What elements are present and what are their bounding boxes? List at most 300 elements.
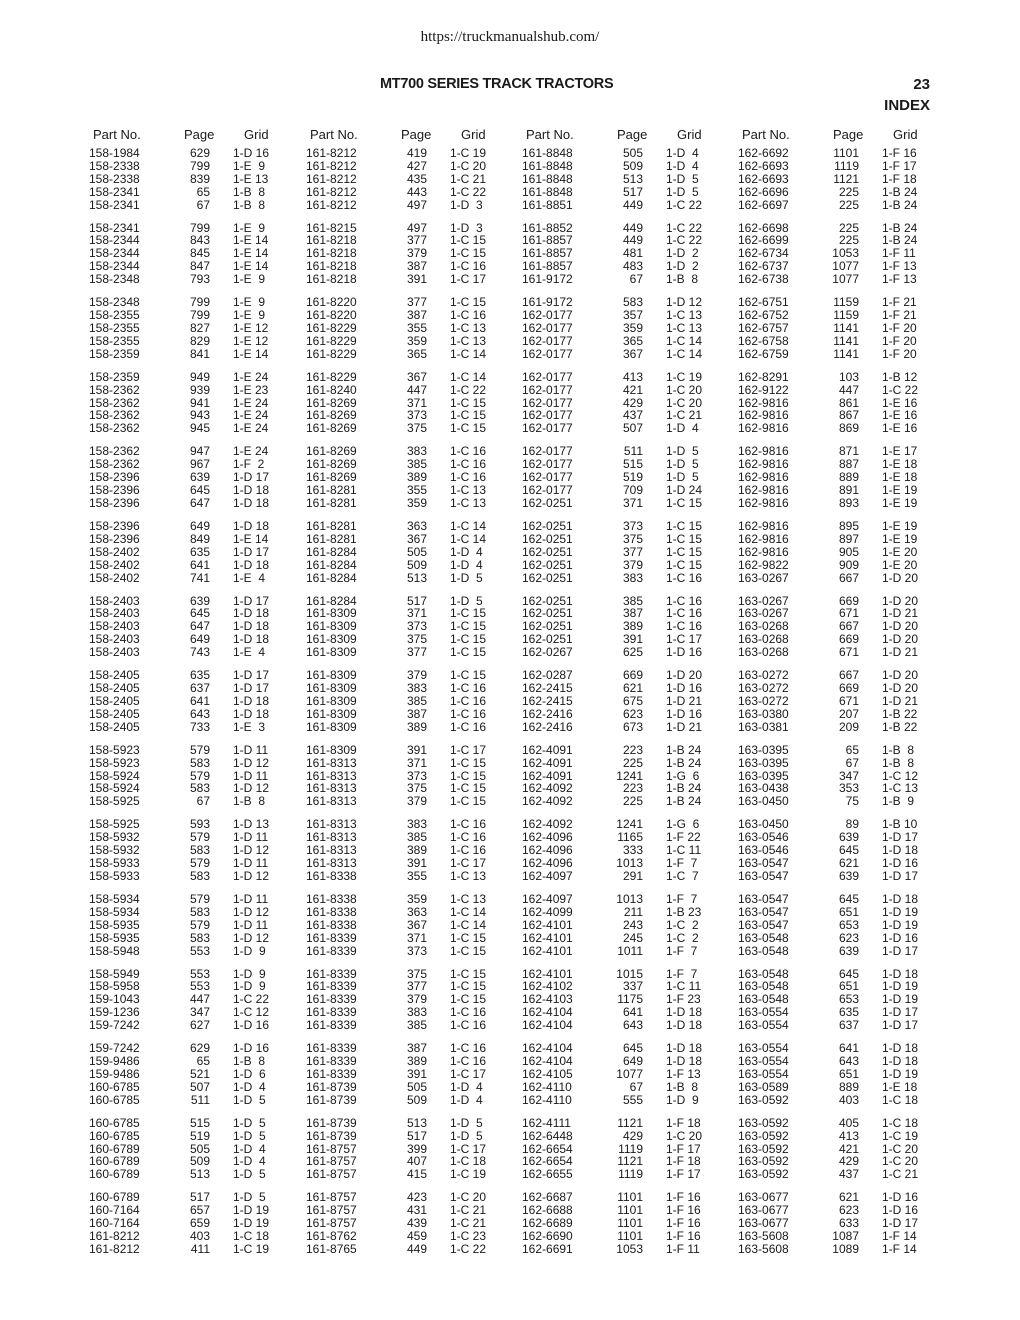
part-number: 161-8338 [306,917,357,932]
page-ref: 623 [622,706,643,721]
page-ref: 415 [406,1167,427,1182]
grid-ref: 1-D 12 [666,295,703,310]
page-ref: 383 [406,817,427,832]
part-number: 162-4091 [522,742,573,757]
part-number: 159-1043 [89,992,140,1007]
page-ref: 1087 [832,1228,859,1243]
table-row [306,757,546,770]
page-ref: 741 [189,570,210,585]
grid-ref: 1-D 5 [233,1092,266,1107]
grid-ref: 1-D 20 [882,570,919,585]
part-number: 162-4092 [522,817,573,832]
row-group [522,1117,762,1192]
page-ref: 513 [189,1167,210,1182]
index-column [738,127,978,1256]
page-ref: 367 [406,369,427,384]
table-row [738,919,978,932]
part-no-header: Part No. [93,127,141,142]
part-number: 163-0268 [738,619,789,634]
part-number: 158-5935 [89,917,140,932]
page-ref: 671 [838,645,859,660]
grid-ref: 1-D 4 [450,557,483,572]
page-ref: 579 [189,917,210,932]
page-ref: 621 [838,1190,859,1205]
part-number: 160-6789 [89,1141,140,1156]
page-ref: 403 [838,1092,859,1107]
page-ref: 653 [838,992,859,1007]
part-number: 162-0177 [522,395,573,410]
part-number: 162-4097 [522,868,573,883]
part-number: 161-8313 [306,843,357,858]
table-row [306,1117,546,1130]
part-number: 162-4105 [522,1066,573,1081]
page-ref: 373 [406,943,427,958]
part-number: 162-9816 [738,518,789,533]
row-group [89,1042,329,1117]
grid-ref: 1-B 23 [666,904,702,919]
part-number: 162-0177 [522,444,573,459]
part-number: 162-8291 [738,369,789,384]
page-ref: 371 [406,606,427,621]
part-number: 161-8757 [306,1216,357,1231]
part-number: 158-2396 [89,483,140,498]
part-number: 158-5948 [89,943,140,958]
page-ref: 391 [622,632,643,647]
grid-ref: 1-D 19 [882,992,919,1007]
grid-ref: 1-C 15 [450,421,487,436]
page-ref: 391 [406,272,427,287]
page-ref: 437 [622,408,643,423]
page-ref: 1077 [616,1066,643,1081]
page-ref: 385 [622,593,643,608]
page-ref: 225 [838,220,859,235]
page-ref: 355 [406,483,427,498]
table-row [89,1168,329,1181]
table-row [306,497,546,510]
row-group [738,296,978,371]
row-group [738,1191,978,1266]
table-row [89,708,329,721]
table-row [738,147,978,160]
grid-ref: 1-D 21 [882,693,919,708]
grid-ref: 1-D 17 [882,943,919,958]
grid-ref: 1-C 16 [450,830,487,845]
part-number: 162-9816 [738,544,789,559]
grid-ref: 1-E 12 [233,333,269,348]
row-group [522,893,762,968]
grid-ref: 1-D 24 [666,483,703,498]
part-number: 162-6752 [738,308,789,323]
part-number: 162-9816 [738,421,789,436]
page-ref: 909 [838,557,859,572]
grid-ref: 1-C 16 [450,706,487,721]
grid-ref: 1-E 13 [233,171,269,186]
part-number: 158-5933 [89,868,140,883]
table-row [522,1055,762,1068]
grid-ref: 1-C 13 [450,483,487,498]
page-ref: 413 [838,1128,859,1143]
page-ref: 1101 [617,1228,643,1243]
table-row [89,533,329,546]
grid-ref: 1-D 18 [882,891,919,906]
page-ref: 439 [406,1216,427,1231]
grid-ref: 1-D 16 [882,930,919,945]
part-number: 162-9816 [738,483,789,498]
part-number: 161-8269 [306,470,357,485]
part-number: 161-8220 [306,308,357,323]
grid-ref: 1-C 20 [882,1141,919,1156]
part-number: 158-2405 [89,706,140,721]
part-number: 163-0546 [738,843,789,858]
page-ref: 509 [406,1092,427,1107]
page-ref: 371 [406,395,427,410]
table-row [306,1068,546,1081]
part-number: 162-9816 [738,531,789,546]
part-number: 158-2362 [89,395,140,410]
part-number: 162-0267 [522,645,573,660]
page-ref: 623 [838,1203,859,1218]
table-row [89,546,329,559]
part-number: 159-1236 [89,1005,140,1020]
part-number: 162-0177 [522,346,573,361]
page-ref: 379 [406,992,427,1007]
part-number: 162-4097 [522,891,573,906]
row-group [522,222,762,297]
grid-ref: 1-C 7 [666,868,699,883]
grid-ref: 1-C 16 [450,1018,487,1033]
part-number: 163-0548 [738,943,789,958]
grid-ref: 1-C 15 [666,495,703,510]
table-row [306,572,546,585]
part-number: 162-6759 [738,346,789,361]
page-header: Page [184,127,215,142]
document-title: MT700 SERIES TRACK TRACTORS [380,76,614,92]
page-ref: 673 [622,719,643,734]
page-ref: 383 [406,1005,427,1020]
grid-ref: 1-C 14 [666,333,703,348]
table-row [306,533,546,546]
row-group [89,1191,329,1266]
part-number: 161-8313 [306,856,357,871]
part-number: 161-8284 [306,544,357,559]
row-group [89,296,329,371]
grid-ref: 1-F 14 [882,1241,917,1256]
grid-ref: 1-C 17 [450,856,487,871]
grid-ref: 1-C 21 [666,408,703,423]
part-number: 161-8212 [89,1241,140,1256]
part-number: 161-8269 [306,408,357,423]
page-ref: 637 [189,681,210,696]
part-number: 163-0272 [738,693,789,708]
part-number: 163-0395 [738,768,789,783]
part-number: 162-0251 [522,544,573,559]
grid-ref: 1-C 18 [233,1228,270,1243]
part-number: 161-8851 [522,197,573,212]
grid-ref: 1-C 22 [666,233,703,248]
page-ref: 553 [189,966,210,981]
page-ref: 517 [622,184,643,199]
part-number: 161-8339 [306,1041,357,1056]
row-group [306,222,546,297]
grid-header: Grid [244,127,269,142]
page-ref: 649 [622,1054,643,1069]
page-header: Page [833,127,864,142]
row-group [306,595,546,670]
part-number: 163-0554 [738,1041,789,1056]
row-group [89,968,329,1043]
grid-ref: 1-D 5 [450,593,483,608]
table-row [522,757,762,770]
part-number: 162-0287 [522,668,573,683]
page-ref: 413 [622,369,643,384]
row-group [89,1117,329,1192]
page-ref: 1053 [832,246,859,261]
grid-ref: 1-C 22 [666,220,703,235]
page-ref: 659 [189,1216,210,1231]
part-number: 158-2338 [89,171,140,186]
table-row [738,322,978,335]
grid-ref: 1-D 18 [233,606,270,621]
row-group [89,595,329,670]
grid-header: Grid [677,127,702,142]
page-ref: 347 [838,768,859,783]
part-number: 161-8281 [306,531,357,546]
grid-ref: 1-C 15 [450,295,487,310]
part-number: 158-1984 [89,146,140,160]
grid-ref: 1-C 13 [450,495,487,510]
part-number: 162-4103 [522,992,573,1007]
page-ref: 641 [838,1041,859,1056]
part-number: 158-2341 [89,220,140,235]
grid-ref: 1-C 17 [450,742,487,757]
page-ref: 507 [622,421,643,436]
grid-ref: 1-C 13 [450,868,487,883]
part-number: 161-8240 [306,382,357,397]
grid-ref: 1-D 12 [233,843,270,858]
table-row [306,721,546,734]
row-group [89,744,329,819]
page-ref: 1119 [618,1167,643,1182]
grid-ref: 1-D 19 [233,1203,270,1218]
page-ref: 371 [406,755,427,770]
table-row [738,1081,978,1094]
table-row [306,870,546,883]
page-ref: 623 [838,930,859,945]
part-number: 161-8212 [306,171,357,186]
grid-ref: 1-F 16 [666,1228,701,1243]
grid-ref: 1-E 14 [233,259,269,274]
part-number: 161-8338 [306,904,357,919]
part-number: 161-8309 [306,742,357,757]
part-number: 158-2344 [89,246,140,261]
table-row [89,945,329,958]
page-ref: 391 [406,742,427,757]
page-ref: 379 [406,794,427,809]
part-number: 161-8857 [522,246,573,261]
table-row [738,497,978,510]
part-number: 158-5925 [89,794,140,809]
page-ref: 1241 [616,768,643,783]
grid-ref: 1-D 18 [882,966,919,981]
page-ref: 621 [838,856,859,871]
grid-ref: 1-D 4 [666,421,699,436]
part-number: 161-8313 [306,768,357,783]
row-group [738,520,978,595]
part-number: 163-0592 [738,1141,789,1156]
row-group [306,296,546,371]
part-number: 163-0438 [738,781,789,796]
grid-ref: 1-E 14 [233,531,269,546]
page-ref: 743 [189,645,210,660]
page-ref: 671 [838,693,859,708]
grid-ref: 1-C 16 [666,570,703,585]
part-number: 161-8339 [306,1018,357,1033]
table-row [738,160,978,173]
table-row [306,186,546,199]
page-ref: 667 [838,619,859,634]
grid-ref: 1-B 8 [882,755,915,770]
part-number: 163-0450 [738,817,789,832]
table-row [306,708,546,721]
table-row [306,919,546,932]
grid-ref: 1-D 2 [666,246,699,261]
page-ref: 357 [622,308,643,323]
part-number: 162-6699 [738,233,789,248]
table-row [522,695,762,708]
table-row [89,199,329,212]
table-row [738,572,978,585]
part-number: 162-4104 [522,1005,573,1020]
table-row [306,795,546,808]
grid-ref: 1-C 15 [666,518,703,533]
grid-ref: 1-C 22 [882,382,919,397]
page-ref: 1141 [833,346,859,361]
page-ref: 225 [838,197,859,212]
grid-ref: 1-C 19 [882,1128,919,1143]
grid-ref: 1-C 15 [450,619,487,634]
grid-ref: 1-C 21 [450,1216,487,1231]
table-row [738,384,978,397]
part-number: 161-8220 [306,295,357,310]
page-ref: 669 [622,668,643,683]
page-ref: 505 [406,1079,427,1094]
page-ref: 553 [189,979,210,994]
part-number: 161-8313 [306,817,357,832]
page-ref: 407 [406,1154,427,1169]
part-number: 162-0177 [522,408,573,423]
grid-ref: 1-C 2 [666,917,699,932]
part-number: 162-0177 [522,457,573,472]
page-ref: 1101 [617,1216,643,1231]
page-ref: 635 [838,1005,859,1020]
table-row [89,173,329,186]
table-row [522,422,762,435]
part-number: 162-6654 [522,1154,573,1169]
part-number: 158-5924 [89,768,140,783]
page-ref: 709 [622,483,643,498]
table-row [89,695,329,708]
page-ref: 1101 [617,1203,643,1218]
grid-ref: 1-C 22 [450,382,487,397]
table-row [522,708,762,721]
page-ref: 579 [189,768,210,783]
grid-ref: 1-D 5 [233,1115,266,1130]
page-ref: 889 [838,470,859,485]
table-row [306,322,546,335]
page-ref: 1077 [832,272,859,287]
grid-ref: 1-B 24 [882,220,918,235]
row-group [522,669,762,744]
table-row [89,384,329,397]
page-ref: 645 [838,966,859,981]
part-number: 161-8339 [306,1066,357,1081]
part-number: 162-0251 [522,518,573,533]
grid-ref: 1-D 20 [882,681,919,696]
page-ref: 67 [845,755,859,770]
table-row [522,186,762,199]
page-ref: 399 [406,1141,427,1156]
table-row [89,1117,329,1130]
page-ref: 799 [189,158,210,173]
grid-ref: 1-C 14 [450,369,487,384]
page-ref: 641 [622,1005,643,1020]
table-row [522,682,762,695]
grid-ref: 1-D 16 [233,1018,270,1033]
part-number: 162-4091 [522,768,573,783]
grid-ref: 1-D 4 [233,1079,266,1094]
grid-ref: 1-C 20 [450,158,487,173]
part-number: 162-6689 [522,1216,573,1231]
page-ref: 225 [622,755,643,770]
grid-ref: 1-D 9 [233,966,266,981]
grid-ref: 1-C 18 [882,1092,919,1107]
grid-ref: 1-E 14 [233,246,269,261]
grid-ref: 1-F 20 [882,320,917,335]
grid-ref: 1-C 13 [666,320,703,335]
part-no-header: Part No. [526,127,574,142]
page-ref: 829 [189,333,210,348]
grid-ref: 1-C 12 [233,1005,270,1020]
page-ref: 483 [622,259,643,274]
page-ref: 629 [189,1041,210,1056]
table-row [738,1068,978,1081]
page-ref: 507 [189,1079,210,1094]
table-row [522,322,762,335]
part-number: 162-6692 [738,146,789,160]
grid-ref: 1-D 16 [233,1041,270,1056]
part-number: 158-2348 [89,272,140,287]
page-ref: 333 [622,843,643,858]
table-row [306,422,546,435]
grid-ref: 1-E 23 [233,382,269,397]
table-row [738,199,978,212]
grid-ref: 1-C 15 [450,606,487,621]
part-number: 161-8339 [306,1054,357,1069]
grid-ref: 1-D 18 [233,619,270,634]
part-number: 161-8212 [306,197,357,212]
table-row [89,682,329,695]
page-ref: 639 [838,830,859,845]
grid-ref: 1-E 24 [233,444,269,459]
part-number: 162-0177 [522,320,573,335]
part-number: 161-8309 [306,606,357,621]
page-ref: 649 [189,632,210,647]
grid-ref: 1-E 14 [233,233,269,248]
table-row [738,857,978,870]
source-url: https://truckmanualshub.com/ [420,29,600,45]
page-ref: 1121 [617,1154,643,1169]
part-number: 162-0251 [522,570,573,585]
